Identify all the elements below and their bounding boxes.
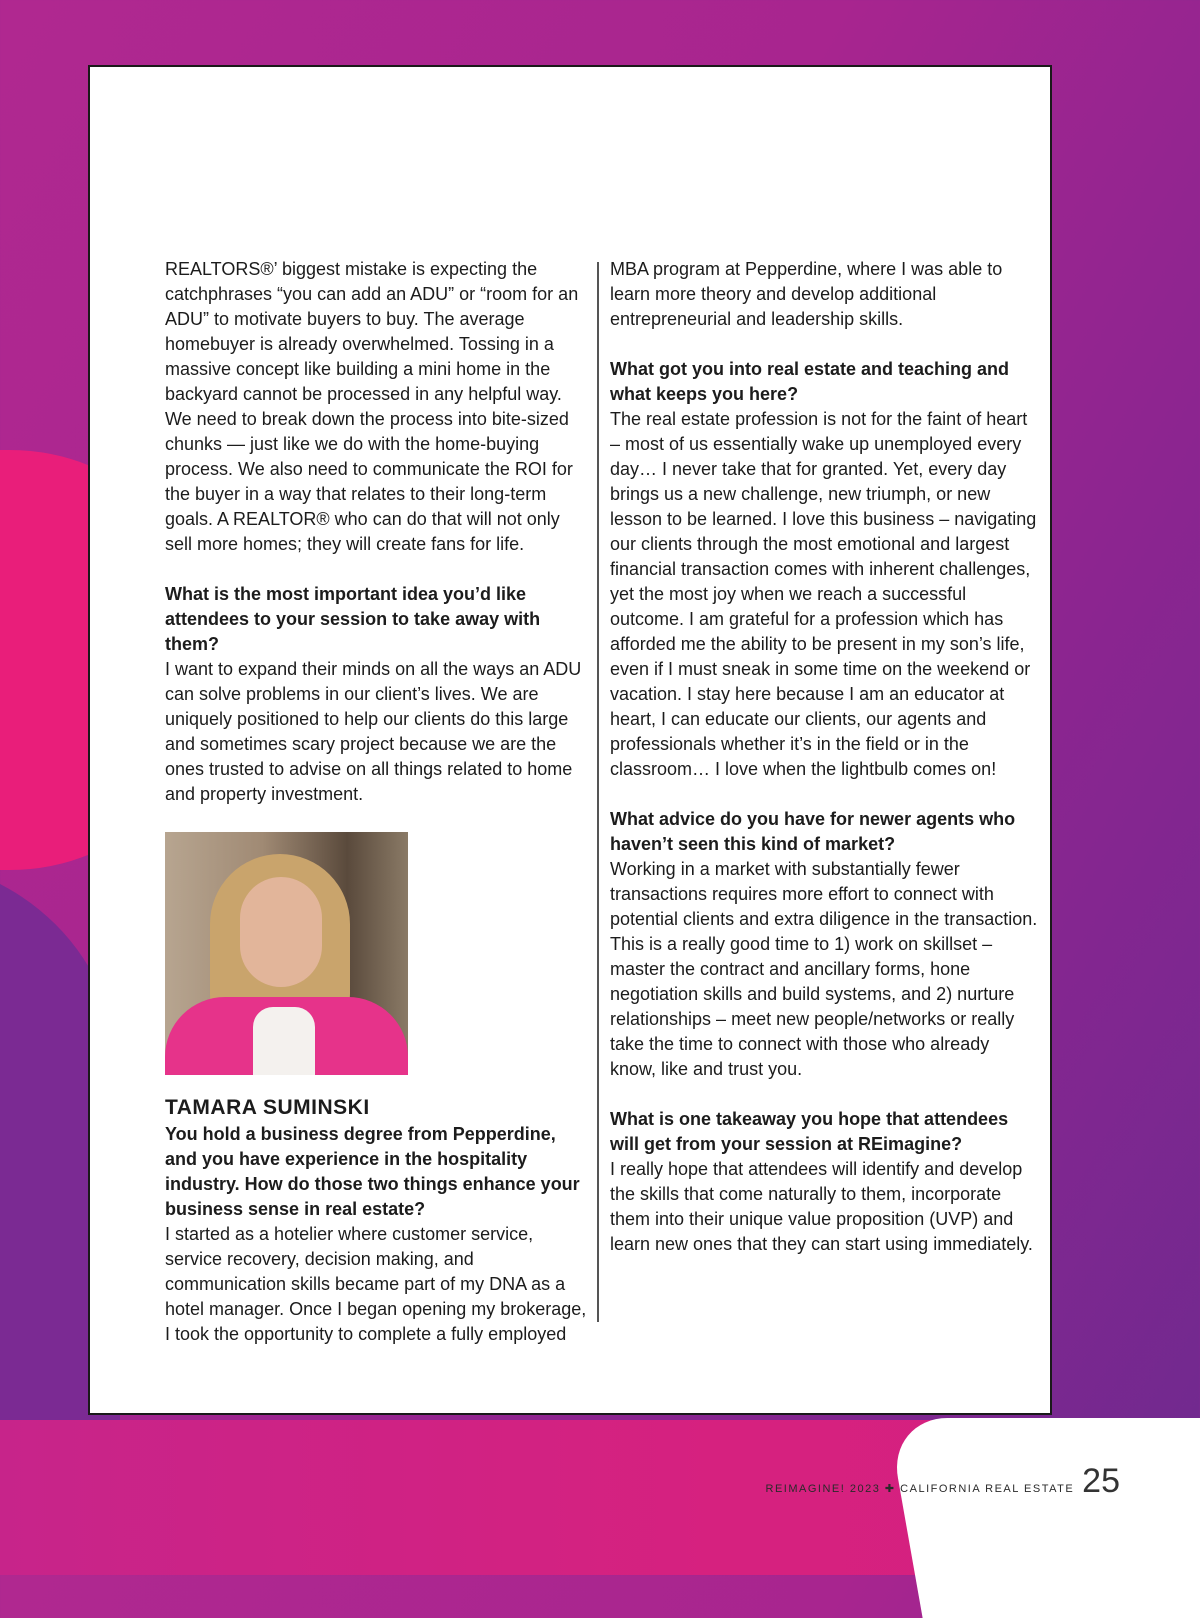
answer-business-degree: I started as a hotelier where customer service, service recovery, decision making, and communication skills became part of my DNA as a hotel manager. Once I began opening my brokerage, I took the opportunity to complete a fully employed [165,1224,587,1344]
left-paragraph-1: REALTORS®’ biggest mistake is expecting the catchphrases “you can add an ADU” or “room for an ADU” to motivate buyers to buy. The average homebuyer is already overwhelmed. Tossing in a massive concept like building a mini home in the backyard cannot be processed in any helpful way. We need to break down the process into bite-sized chunks — just like we do with the home-buying process. We also need to communicate the ROI for the buyer in a way that relates to their long-term goals. A REALTOR® who can do that will not only sell more homes; they will create fans for life. [165,259,579,554]
page-number: 25 [1082,1462,1120,1500]
answer-real-estate-teaching: The real estate profession is not for the faint of heart – most of us essentially wake up unemployed every day… I never take that for granted. Yet, every day brings us a new challenge, new triumph, or new lesson to be learned. I love this business – navigating our clients through the most emotional and largest financial transaction comes with inherent challenges, yet the most joy when we reach a successful outcome. I am grateful for a profession which has afforded me the ability to be present in my son’s life, even if I must sneak in some time on the weekend or vacation. I stay here because I am an educator at heart, I can educate our clients, our agents and professionals whether it’s in the field or in the classroom… I love when the lightbulb comes on! [610,409,1037,779]
left-column [165,257,590,1372]
answer-newer-agents: Working in a market with substantially fewer transactions requires more effort to connect with potential clients and extra diligence in the transaction. This is a really good time to 1) work on skillset – master the contract and ancillary forms, hone negotiation skills and build systems, and 2) nurture relationships – meet new people/networks or really take the time to connect with those who already know, like and trust you. [610,859,1038,1079]
question-takeaway: What is one takeaway you hope that attendees will get from your session at REimagine? [610,1109,1009,1154]
footer-publication: REIMAGINE! 2023 ✚ CALIFORNIA REAL ESTATE [765,1483,1075,1495]
question-newer-agents: What advice do you have for newer agents who haven’t seen this kind of market? [610,809,1016,854]
answer-takeaway: I really hope that attendees will identify and develop the skills that come naturally to them, incorporate them into their unique value proposition (UVP) and learn new ones that they can start using immediately. [610,1159,1033,1254]
question-important-idea: What is the most important idea you’d like attendees to your session to take away with them? [165,584,541,654]
answer-important-idea: I want to expand their minds on all the ways an ADU can solve problems in our client’s lives. We are uniquely positioned to help our clients do this large and sometimes scary project because we are the ones trusted to advise on all things related to home and property investment. [165,659,582,804]
page-footer [766,1462,1120,1501]
right-column [610,257,1040,1282]
question-business-degree: You hold a business degree from Pepperdine, and you have experience in the hospitality industry. How do those two things enhance your business sense in real estate? [165,1124,580,1219]
speaker-name: TAMARA SUMINSKI [165,1096,370,1119]
question-real-estate-teaching: What got you into real estate and teaching and what keeps you here? [610,359,1010,404]
portrait-photo [165,832,408,1075]
column-divider [597,262,599,1322]
article-panel [88,65,1052,1415]
background-white-corner [887,1418,1200,1618]
right-paragraph-1: MBA program at Pepperdine, where I was able to learn more theory and develop additional entrepreneurial and leadership skills. [610,259,1003,329]
